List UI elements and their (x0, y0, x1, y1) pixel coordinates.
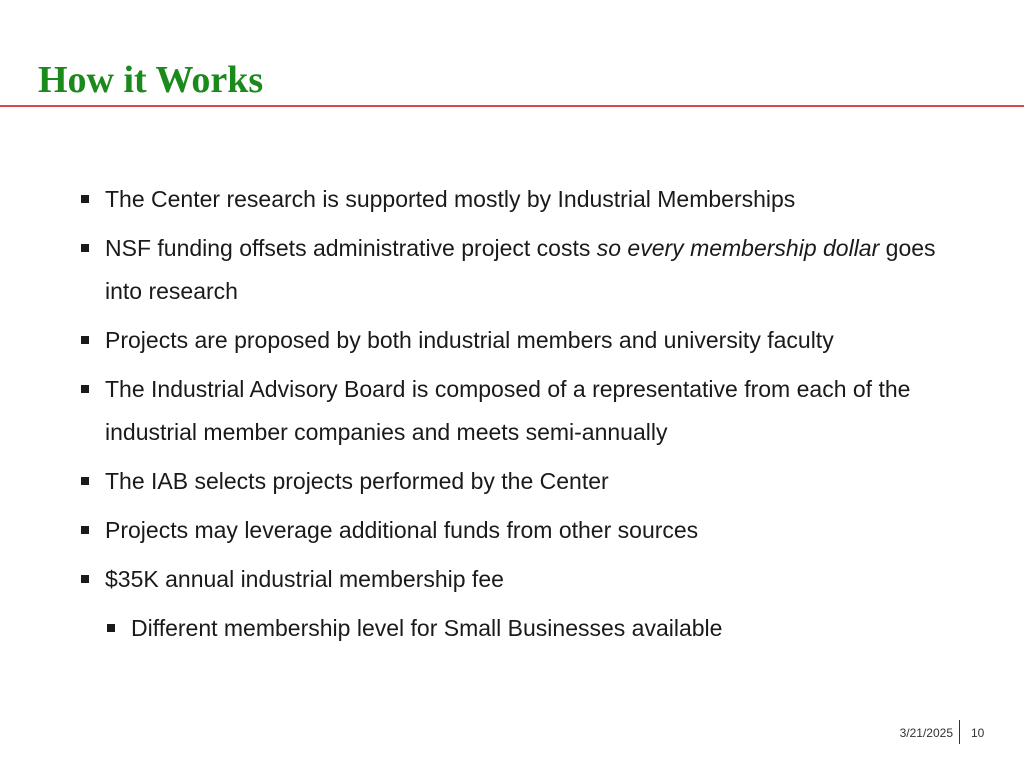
bullet-item (78, 460, 978, 503)
bullet-item (78, 368, 978, 454)
title-divider (0, 105, 1024, 107)
bullet-item (78, 178, 978, 221)
sub-bullet-item (104, 607, 978, 650)
bullet-text: Projects are proposed by both industrial members and university faculty (105, 327, 834, 353)
bullet-text: Projects may leverage additional funds from other sources (105, 517, 699, 543)
bullet-item (78, 558, 978, 601)
bullet-text: The Industrial Advisory Board is composed of a representative from each of the industrial member companies and meets semi-annually (105, 376, 911, 445)
footer-date: 3/21/2025 (899, 726, 953, 740)
bullet-item (78, 509, 978, 552)
square-bullet-icon (81, 385, 89, 393)
square-bullet-icon (81, 244, 89, 252)
bullet-text: The IAB selects projects performed by the Center (105, 468, 609, 494)
bullet-text: $35K annual industrial membership fee (105, 566, 504, 592)
bullet-text: The Center research is supported mostly by Industrial Memberships (105, 186, 796, 212)
bullet-text: NSF funding offsets administrative project costs (105, 235, 597, 261)
slide-title: How it Works (38, 59, 264, 101)
square-bullet-icon (81, 195, 89, 203)
square-bullet-icon (81, 526, 89, 534)
footer-divider (959, 720, 960, 744)
bullet-item (78, 319, 978, 362)
bullet-item (78, 227, 978, 313)
bullet-text: goes into research (105, 235, 936, 304)
bullet-emphasis-text: so every membership dollar (596, 235, 880, 261)
square-bullet-icon (81, 477, 89, 485)
square-bullet-icon (81, 575, 89, 583)
square-bullet-icon (81, 336, 89, 344)
sub-bullet-text: Different membership level for Small Businesses available (131, 615, 723, 641)
bullet-list (78, 178, 978, 656)
square-bullet-icon (107, 624, 115, 632)
page-number: 10 (971, 726, 985, 740)
